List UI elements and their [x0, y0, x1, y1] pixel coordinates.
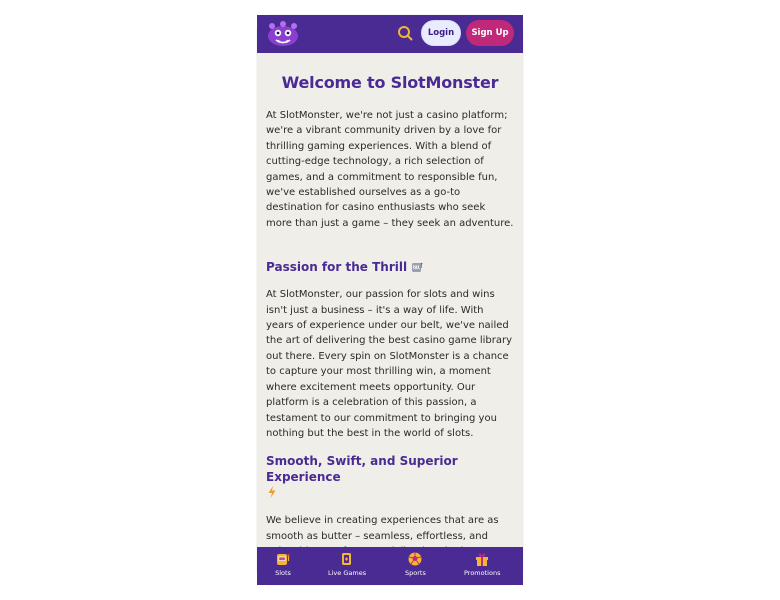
svg-text:777: 777 [413, 265, 421, 270]
nav-item-sports[interactable] [405, 551, 426, 577]
bottom-navigation [257, 547, 523, 585]
ball-icon [407, 551, 423, 567]
nav-item-slots[interactable] [275, 551, 291, 577]
section-heading-text: Smooth, Swift, and Superior Experience [266, 454, 458, 485]
section-heading-text: Passion for the Thrill [266, 260, 408, 275]
section-heading-experience [266, 453, 514, 501]
slot-machine-emoji-icon [411, 261, 423, 273]
slotmonster-logo[interactable] [266, 20, 300, 48]
gift-icon [474, 551, 490, 567]
search-icon[interactable] [397, 25, 413, 41]
nav-item-live-games[interactable] [328, 551, 366, 577]
nav-label: Slots [275, 569, 291, 577]
signup-button[interactable]: Sign Up [466, 20, 514, 46]
section-heading-passion [266, 259, 514, 275]
nav-item-promotions[interactable] [464, 551, 500, 577]
experience-paragraph: We believe in creating experiences that are as smooth as butter – seamless, effortless, and [266, 515, 499, 542]
mobile-frame [257, 15, 523, 585]
nav-label: Live Games [328, 569, 367, 577]
top-header [257, 15, 523, 53]
login-button[interactable]: Login [421, 20, 461, 46]
cards-icon [339, 551, 355, 567]
page-title: Welcome to SlotMonster [281, 73, 499, 92]
lightning-icon [266, 485, 278, 499]
intro-paragraph: At SlotMonster, we're not just a casino platform; we're a vibrant community driven by a love for thrilling gaming experiences. With a blend of cutting-edge technology, a rich selection of games, and a commitment to responsible fun, we've established ourselves as a go-to destination for casino enthusiasts who seek more than just a game – they seek an adventure. [266, 110, 514, 229]
main-content[interactable] [257, 53, 523, 547]
passion-paragraph: At SlotMonster, our passion for slots and wins isn't just a business – it's a way of life. With years of experience under our belt, we've nailed the art of delivering the best casino game library out there. Every spin on SlotMonster is a chance to capture your most thrilling win, a moment where excitement meets opportunity. Our platform is a celebration of this passion, a testament to our commitment to bringing you nothing but the best in the world of slots. [266, 289, 512, 439]
nav-label: Sports [405, 569, 426, 577]
nav-label: Promotions [464, 569, 501, 577]
slot-machine-icon [275, 551, 291, 567]
